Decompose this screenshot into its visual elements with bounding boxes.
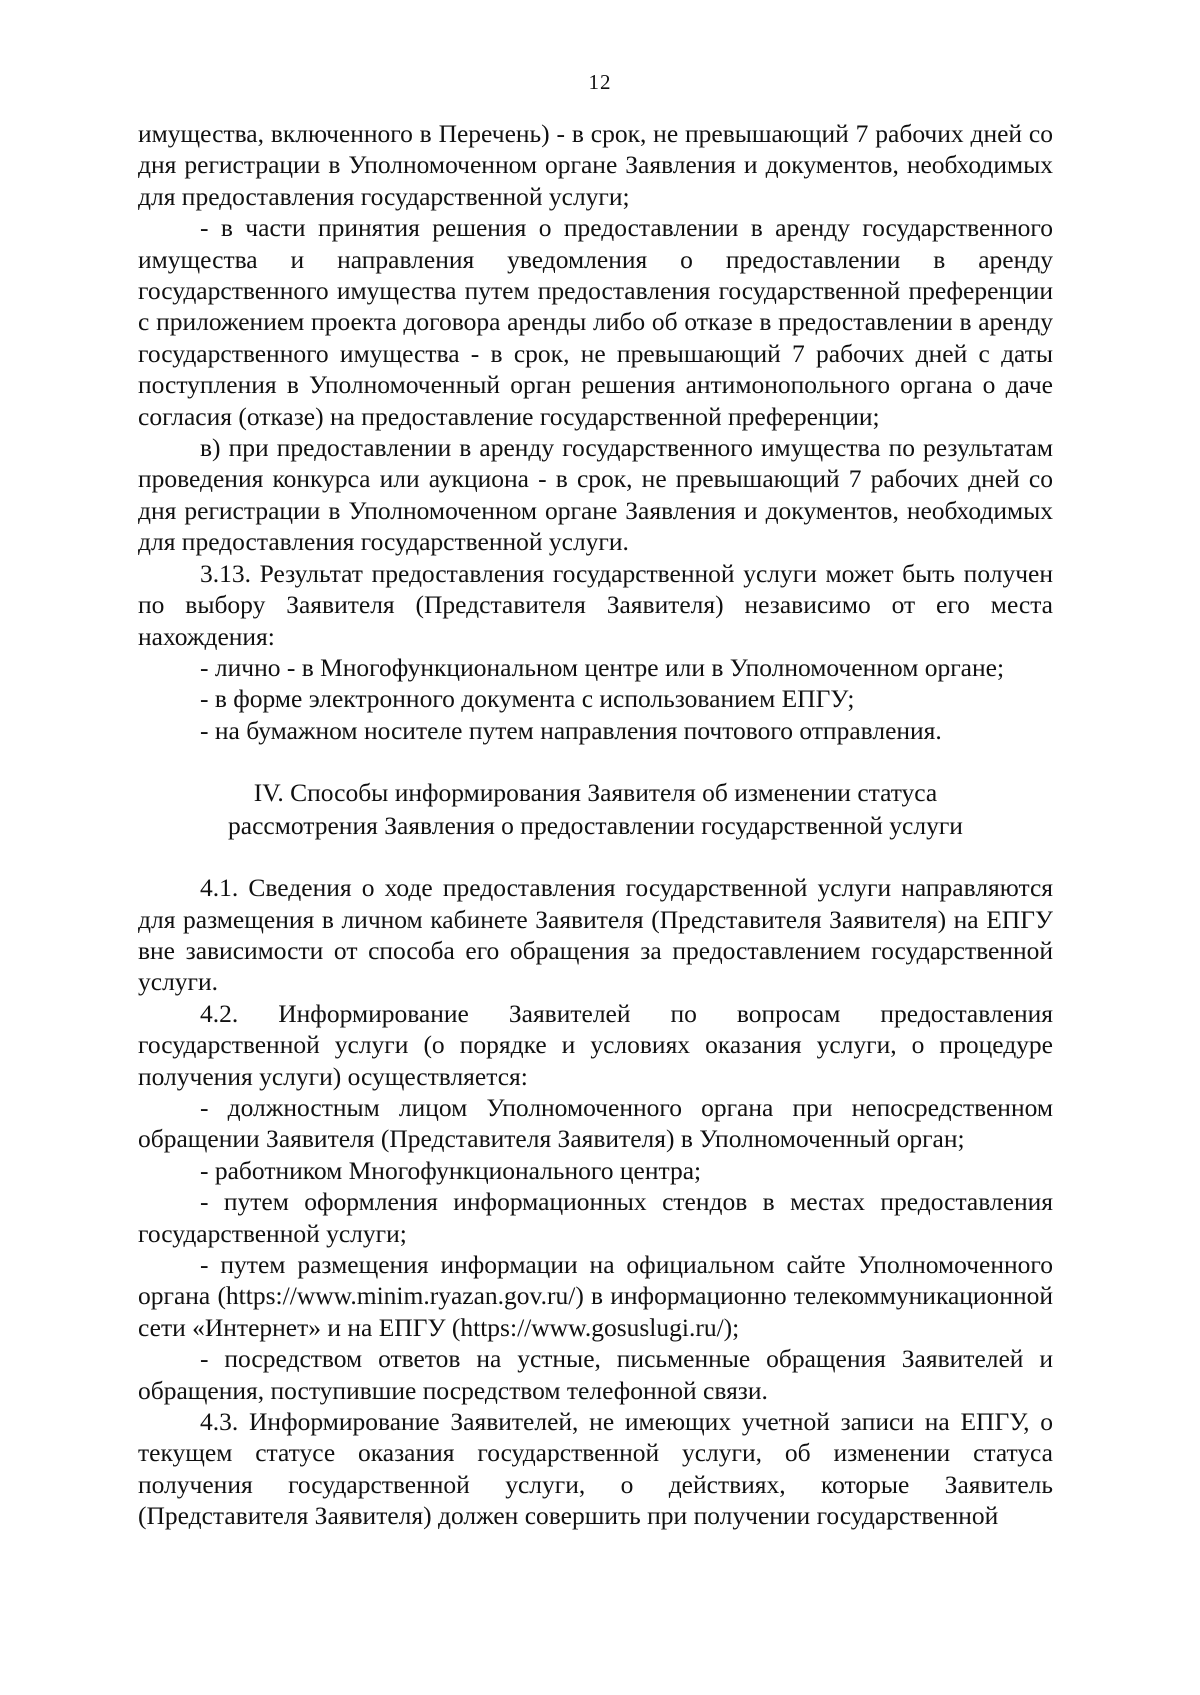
- document-body: [138, 118, 1053, 1532]
- paragraph: 4.2. Информирование Заявителей по вопросам предоставления государственной услуги (о порядке и условиях оказания услуги, о процедуре получения услуги) осуществляется:: [138, 998, 1053, 1091]
- list-item: - путем размещения информации на официальном сайте Уполномоченного органа (https://www.minim.ryazan.gov.ru/) в информационно телекоммуникационной сети «Интернет» и на ЕПГУ (https://www.gosuslugi.ru/);: [138, 1250, 1053, 1342]
- paragraph: 3.13. Результат предоставления государственной услуги может быть получен по выбору Заявителя (Представителя Заявителя) независимо от его места нахождения:: [138, 558, 1053, 651]
- paragraph: 4.1. Сведения о ходе предоставления государственной услуги направляются для размещения в личном кабинете Заявителя (Представителя Заявителя) на ЕПГУ вне зависимости от способа его обращения за предоставлением государственной услуги.: [138, 873, 1053, 997]
- paragraph: имущества, включенного в Перечень) - в срок, не превышающий 7 рабочих дней со дня регистрации в Уполномоченном органе Заявления и документов, необходимых для предоставления государственной услуги;: [138, 119, 1053, 211]
- page-number: 12: [588, 70, 612, 94]
- section-heading-line: IV. Способы информирования Заявителя об изменении статуса: [253, 778, 938, 808]
- list-item: - посредством ответов на устные, письменные обращения Заявителей и обращения, поступившие посредством телефонной связи.: [138, 1344, 1053, 1405]
- paragraph: 4.3. Информирование Заявителей, не имеющих учетной записи на ЕПГУ, о текущем статусе оказания государственной услуги, об изменении статуса получения государственной услуги, о действиях, которые Заявитель (Представителя Заявителя) должен совершить при получении государственной: [138, 1407, 1053, 1531]
- paragraph: в) при предоставлении в аренду государственного имущества по результатам проведения конкурса или аукциона - в срок, не превышающий 7 рабочих дней со дня регистрации в Уполномоченном органе Заявления и документов, необходимых для предоставления государственной услуги.: [138, 433, 1053, 557]
- paragraphs-before-heading: [138, 118, 1053, 746]
- spacer: [138, 746, 1053, 776]
- list-item: - на бумажном носителе путем направления почтового отправления.: [200, 715, 942, 745]
- list-item: - должностным лицом Уполномоченного органа при непосредственном обращении Заявителя (Представителя Заявителя) в Уполномоченный орган;: [138, 1092, 1053, 1154]
- section-heading-line: рассмотрения Заявления о предоставлении государственной услуги: [228, 811, 963, 841]
- paragraphs-after-heading: [138, 872, 1053, 1532]
- section-heading: [138, 776, 1053, 842]
- list-item: - работником Многофункционального центра;: [200, 1155, 702, 1185]
- list-item: - лично - в Многофункциональном центре или в Уполномоченном органе;: [200, 652, 1005, 682]
- spacer: [138, 842, 1053, 872]
- list-item: - в форме электронного документа с использованием ЕПГУ;: [200, 684, 855, 714]
- list-item: - путем оформления информационных стендов в местах предоставления государственной услуги;: [138, 1187, 1053, 1248]
- paragraph: - в части принятия решения о предоставлении в аренду государственного имущества и направления уведомления о предоставлении в аренду государственного имущества путем предоставления государственной преференции с приложением проекта договора аренды либо об отказе в предоставлении в аренду государственного имущества - в срок, не превышающий 7 рабочих дней с даты поступления в Уполномоченный орган решения антимонопольного органа о даче согласия (отказе) на предоставление государственной преференции;: [138, 213, 1053, 431]
